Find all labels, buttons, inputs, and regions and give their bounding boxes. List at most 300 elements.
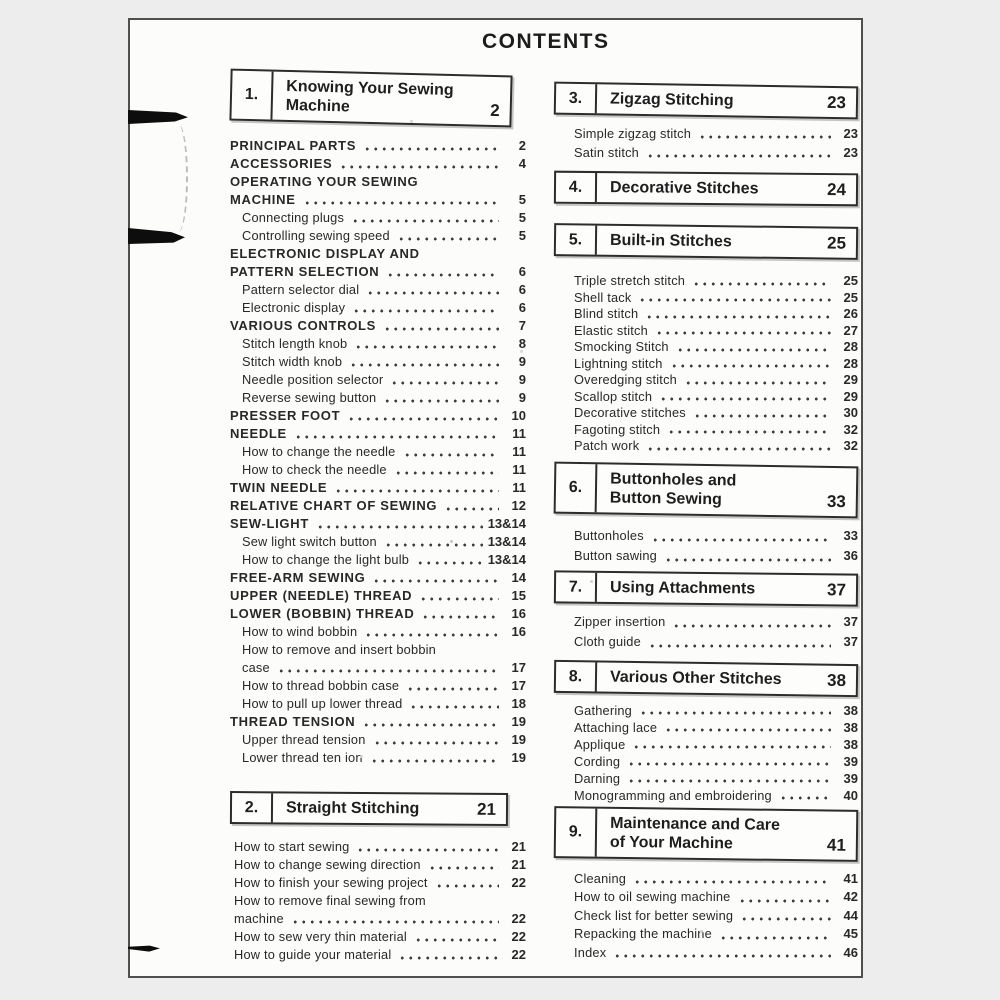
entry-page-number: 19 bbox=[511, 714, 526, 729]
toc-entry bbox=[562, 422, 858, 439]
dot-leader bbox=[364, 623, 499, 641]
entry-page-number: 16 bbox=[511, 624, 526, 639]
section-number: 3. bbox=[556, 84, 597, 114]
page-title: CONTENTS bbox=[482, 30, 610, 53]
entry-label: Simple zigzag stitch bbox=[574, 126, 692, 141]
entry-label: How to change sewing direction bbox=[234, 857, 421, 872]
dot-leader bbox=[646, 143, 831, 162]
entry-label: How to remove final sewing from bbox=[234, 893, 426, 908]
section-number: 8. bbox=[556, 661, 597, 691]
toc-entry bbox=[230, 838, 526, 856]
dot-leader bbox=[740, 907, 831, 926]
section-page-number: 24 bbox=[826, 180, 847, 200]
entry-label: Satin stitch bbox=[574, 145, 639, 160]
entry-page-number: 4 bbox=[518, 156, 526, 171]
entry-label: Blind stitch bbox=[574, 306, 639, 321]
dot-leader bbox=[645, 306, 831, 323]
entry-page-number: 5 bbox=[518, 192, 526, 207]
dot-leader bbox=[416, 551, 483, 569]
entry-page-number: 11 bbox=[512, 480, 526, 495]
toc-section-2 bbox=[230, 792, 526, 964]
binder-ring-shadow bbox=[172, 124, 188, 232]
toc-entry bbox=[230, 299, 526, 317]
toc-left-column bbox=[230, 72, 526, 964]
section-number: 2. bbox=[232, 793, 273, 822]
section-title-line: Button Sewing bbox=[609, 488, 722, 508]
toc-entry bbox=[562, 546, 858, 566]
toc-list bbox=[554, 526, 858, 566]
entry-page-number: 23 bbox=[843, 126, 858, 141]
toc-entry bbox=[230, 281, 526, 299]
section-title-line: Decorative Stitches bbox=[609, 179, 759, 198]
entry-page-number: 29 bbox=[843, 372, 858, 387]
dot-leader bbox=[648, 632, 831, 652]
dot-leader bbox=[428, 856, 499, 874]
entry-label: Triple stretch stitch bbox=[574, 273, 686, 288]
entry-page-number: 38 bbox=[843, 719, 858, 735]
dot-leader bbox=[779, 787, 831, 804]
entry-label: Attaching lace bbox=[574, 719, 658, 735]
toc-entry bbox=[562, 888, 858, 907]
entry-page-number: 30 bbox=[843, 405, 858, 420]
toc-entry bbox=[562, 438, 858, 455]
section-title-line: Knowing Your Sewing bbox=[286, 77, 454, 100]
section-heading-box bbox=[230, 791, 508, 826]
toc-entry bbox=[562, 870, 858, 889]
toc-entry bbox=[230, 443, 526, 461]
toc-section-8 bbox=[554, 662, 858, 804]
entry-label: Darning bbox=[574, 770, 621, 786]
entry-label: How to sew very thin material bbox=[234, 929, 407, 944]
entry-label: Repacking the machine bbox=[574, 926, 712, 941]
dot-leader bbox=[409, 695, 499, 713]
entry-page-number: 2 bbox=[518, 138, 526, 153]
entry-label: Controlling sewing speed bbox=[242, 228, 390, 243]
section-number: 7. bbox=[556, 572, 597, 601]
dot-leader bbox=[366, 281, 499, 299]
toc-entry bbox=[230, 515, 526, 533]
toc-right-column bbox=[554, 84, 858, 962]
entry-label: Shell tack bbox=[574, 289, 632, 305]
entry-label: ACCESSORIES bbox=[230, 156, 333, 171]
entry-label: PRINCIPAL PARTS bbox=[230, 138, 357, 153]
section-title-line: Built-in Stitches bbox=[609, 231, 732, 251]
toc-entry bbox=[230, 371, 526, 389]
entry-page-number: 22 bbox=[511, 929, 526, 944]
toc-entry bbox=[230, 335, 526, 353]
section-page-number: 25 bbox=[826, 233, 847, 253]
toc-section-5 bbox=[554, 225, 858, 455]
dot-leader bbox=[356, 838, 499, 856]
dot-leader bbox=[383, 389, 499, 407]
section-title-line: Machine bbox=[285, 96, 350, 116]
dot-leader bbox=[373, 731, 499, 749]
manual-contents-page bbox=[128, 18, 863, 978]
toc-entry bbox=[562, 389, 858, 406]
entry-label: Cleaning bbox=[574, 870, 627, 886]
toc-entry bbox=[230, 551, 526, 569]
entry-label: Stitch width knob bbox=[242, 354, 343, 369]
dot-leader bbox=[651, 526, 831, 546]
section-title bbox=[597, 226, 738, 257]
dot-leader bbox=[362, 713, 499, 731]
dot-leader bbox=[627, 753, 831, 770]
toc-entry bbox=[562, 787, 858, 804]
toc-entry bbox=[230, 677, 526, 695]
entry-page-number: 11 bbox=[512, 462, 526, 477]
entry-page-number: 38 bbox=[843, 736, 858, 752]
entry-page-number: 5 bbox=[518, 210, 526, 225]
dot-leader bbox=[394, 461, 499, 479]
toc-entry bbox=[562, 306, 858, 323]
toc-entry bbox=[230, 533, 526, 551]
section-title bbox=[272, 72, 460, 125]
section-title-line: Buttonholes and bbox=[610, 469, 737, 489]
section-heading-box bbox=[554, 806, 859, 862]
entry-label: Elastic stitch bbox=[574, 322, 648, 338]
entry-label: Index bbox=[574, 944, 607, 960]
toc-entry bbox=[230, 227, 526, 245]
entry-page-number: 13&14 bbox=[487, 534, 526, 549]
toc-entry bbox=[230, 209, 526, 227]
section-title-line: Maintenance and Care bbox=[610, 814, 781, 834]
entry-page-number: 16 bbox=[511, 606, 526, 621]
entry-label: MACHINE bbox=[230, 192, 296, 207]
entry-page-number: 9 bbox=[518, 372, 526, 387]
toc-entry bbox=[562, 632, 858, 652]
entry-page-number: 22 bbox=[511, 911, 526, 926]
entry-label: machine bbox=[234, 911, 284, 926]
section-heading-box bbox=[554, 223, 858, 260]
toc-section-7 bbox=[554, 572, 858, 652]
section-title bbox=[597, 84, 740, 115]
entry-label: How to change the needle bbox=[242, 444, 396, 459]
section-heading-box bbox=[554, 659, 858, 696]
toc-entry bbox=[562, 612, 858, 632]
entry-label: Sew light switch button bbox=[242, 534, 377, 549]
section-page-number: 38 bbox=[826, 670, 847, 690]
section-title-line: Straight Stitching bbox=[285, 799, 420, 818]
entry-label: Zipper insertion bbox=[574, 613, 666, 629]
entry-page-number: 40 bbox=[843, 787, 858, 803]
toc-section-9 bbox=[554, 808, 858, 963]
entry-label: ELECTRONIC DISPLAY AND bbox=[230, 246, 420, 261]
entry-page-number: 8 bbox=[518, 336, 526, 351]
dot-leader bbox=[403, 443, 500, 461]
section-page-number: 2 bbox=[490, 100, 500, 121]
entry-label: Connecting plugs bbox=[242, 210, 345, 225]
dot-leader bbox=[738, 888, 831, 907]
dot-leader bbox=[363, 137, 499, 155]
entry-label: Upper thread tension bbox=[242, 732, 366, 747]
binder-mark-bottom bbox=[128, 944, 160, 952]
dot-leader bbox=[351, 209, 499, 227]
toc-entry bbox=[562, 372, 858, 389]
entry-label: How to oil sewing machine bbox=[574, 889, 731, 904]
toc-entry bbox=[230, 749, 526, 767]
dot-leader bbox=[684, 372, 831, 389]
entry-page-number: 19 bbox=[511, 732, 526, 747]
toc-entry bbox=[562, 719, 858, 736]
dot-leader bbox=[698, 124, 831, 143]
dot-leader bbox=[632, 736, 831, 753]
section-heading-box bbox=[229, 69, 512, 128]
entry-label: How to finish your sewing project bbox=[234, 875, 428, 890]
entry-label: Needle position selector bbox=[242, 372, 384, 387]
dot-leader bbox=[444, 497, 499, 515]
toc-entry bbox=[230, 479, 526, 497]
toc-entry bbox=[562, 526, 858, 546]
entry-page-number: 9 bbox=[518, 354, 526, 369]
dot-leader bbox=[339, 155, 499, 173]
section-title bbox=[597, 662, 788, 694]
toc-list bbox=[554, 124, 858, 162]
dot-leader bbox=[419, 587, 499, 605]
entry-label: Lower thread ten ion bbox=[242, 750, 363, 765]
entry-label: FREE-ARM SEWING bbox=[230, 570, 366, 585]
section-number: 4. bbox=[556, 173, 597, 202]
toc-entry bbox=[230, 497, 526, 515]
section-title bbox=[597, 572, 761, 603]
toc-entry bbox=[562, 702, 858, 719]
entry-page-number: 13&14 bbox=[487, 552, 526, 567]
toc-list bbox=[554, 702, 858, 804]
entry-label: Overedging stitch bbox=[574, 372, 677, 387]
toc-entry-wrap-line bbox=[230, 892, 526, 910]
entry-page-number: 9 bbox=[518, 390, 526, 405]
toc-entry bbox=[230, 317, 526, 335]
entry-page-number: 18 bbox=[511, 696, 526, 711]
dot-leader bbox=[334, 479, 499, 497]
section-number: 6. bbox=[556, 463, 598, 512]
section-heading-box bbox=[554, 82, 858, 120]
entry-label: OPERATING YOUR SEWING bbox=[230, 174, 419, 189]
entry-page-number: 32 bbox=[843, 421, 858, 437]
dot-leader bbox=[655, 323, 831, 340]
entry-page-number: 36 bbox=[843, 547, 858, 563]
toc-entry bbox=[230, 407, 526, 425]
dot-leader bbox=[692, 273, 831, 290]
entry-label: Electronic display bbox=[242, 300, 346, 315]
toc-entry bbox=[562, 143, 858, 162]
toc-entry-wrap-line bbox=[230, 641, 526, 659]
toc-entry bbox=[230, 623, 526, 641]
entry-label: Scallop stitch bbox=[574, 388, 653, 404]
entry-label: Pattern selector dial bbox=[242, 282, 360, 297]
dot-leader bbox=[397, 227, 499, 245]
dot-leader bbox=[667, 422, 831, 439]
entry-page-number: 28 bbox=[843, 355, 858, 371]
toc-entry bbox=[562, 770, 858, 787]
toc-entry bbox=[562, 907, 858, 926]
entry-page-number: 6 bbox=[518, 282, 526, 297]
entry-label: How to wind bobbin bbox=[242, 624, 358, 639]
dot-leader bbox=[386, 263, 499, 281]
dot-leader bbox=[676, 339, 831, 356]
section-page-number: 21 bbox=[477, 799, 497, 819]
entry-label: Fagoting stitch bbox=[574, 421, 661, 437]
dot-leader bbox=[384, 533, 483, 551]
section-title-line: Using Attachments bbox=[609, 578, 756, 598]
toc-entry bbox=[230, 155, 526, 173]
toc-entry bbox=[230, 137, 526, 155]
section-page-number: 23 bbox=[826, 92, 847, 113]
toc-section-6 bbox=[554, 464, 858, 566]
entry-label: How to check the needle bbox=[242, 462, 387, 477]
entry-page-number: 23 bbox=[843, 145, 858, 160]
dot-leader bbox=[277, 659, 499, 677]
entry-label: LOWER (BOBBIN) THREAD bbox=[230, 606, 415, 621]
entry-page-number: 27 bbox=[843, 322, 858, 338]
entry-page-number: 33 bbox=[843, 527, 858, 543]
entry-label: Smocking Stitch bbox=[574, 339, 669, 354]
entry-label: How to guide your material bbox=[234, 947, 392, 962]
entry-page-number: 39 bbox=[843, 753, 858, 769]
toc-entry bbox=[562, 290, 858, 307]
entry-label: RELATIVE CHART OF SEWING bbox=[230, 498, 438, 513]
entry-page-number: 13&14 bbox=[487, 516, 526, 531]
toc-section-1 bbox=[230, 72, 526, 767]
entry-page-number: 14 bbox=[511, 570, 526, 585]
entry-page-number: 11 bbox=[512, 444, 526, 459]
binder-mark-top bbox=[128, 110, 188, 124]
toc-entry-wrap-line bbox=[230, 245, 526, 263]
toc-entry bbox=[562, 736, 858, 753]
section-title-line: of Your Machine bbox=[609, 833, 733, 852]
entry-label: VARIOUS CONTROLS bbox=[230, 318, 377, 333]
toc-entry bbox=[562, 339, 858, 356]
toc-entry bbox=[230, 587, 526, 605]
toc-list bbox=[554, 870, 858, 963]
entry-page-number: 7 bbox=[518, 318, 526, 333]
entry-label: Gathering bbox=[574, 702, 632, 718]
entry-page-number: 21 bbox=[511, 839, 526, 854]
toc-section-3 bbox=[554, 84, 858, 162]
toc-entry bbox=[562, 753, 858, 770]
entry-label: Stitch length knob bbox=[242, 336, 348, 351]
toc-entry bbox=[562, 273, 858, 290]
entry-label: Button sawing bbox=[574, 547, 657, 563]
dot-leader bbox=[316, 515, 483, 533]
dot-leader bbox=[693, 405, 831, 422]
dot-leader bbox=[294, 425, 499, 443]
entry-page-number: 39 bbox=[843, 770, 858, 786]
toc-entry bbox=[230, 874, 526, 892]
entry-label: Decorative stitches bbox=[574, 405, 686, 420]
section-title-line: Various Other Stitches bbox=[609, 668, 782, 688]
toc-entry bbox=[230, 731, 526, 749]
dot-leader bbox=[370, 749, 499, 767]
entry-label: How to remove and insert bobbin bbox=[242, 642, 436, 657]
entry-page-number: 25 bbox=[843, 273, 858, 288]
entry-page-number: 22 bbox=[511, 947, 526, 962]
entry-page-number: 6 bbox=[518, 264, 526, 279]
dot-leader bbox=[390, 371, 499, 389]
toc-list bbox=[230, 838, 526, 964]
section-number: 9. bbox=[556, 808, 598, 856]
section-page-number: 37 bbox=[826, 579, 847, 599]
dot-leader bbox=[670, 356, 831, 373]
entry-page-number: 25 bbox=[843, 289, 858, 305]
section-heading-box bbox=[554, 171, 858, 207]
entry-page-number: 6 bbox=[518, 300, 526, 315]
entry-page-number: 10 bbox=[511, 408, 526, 423]
entry-label: TWIN NEEDLE bbox=[230, 480, 328, 495]
toc-list bbox=[554, 612, 858, 652]
entry-page-number: 42 bbox=[843, 889, 858, 904]
entry-label: PATTERN SELECTION bbox=[230, 264, 380, 279]
dot-leader bbox=[406, 677, 499, 695]
entry-label: Reverse sewing button bbox=[242, 390, 377, 405]
dot-leader bbox=[414, 928, 499, 946]
dot-leader bbox=[633, 870, 831, 889]
dot-leader bbox=[303, 191, 499, 209]
section-page-number: 41 bbox=[826, 834, 846, 855]
section-number: 1. bbox=[231, 71, 273, 120]
toc-entry bbox=[230, 695, 526, 713]
entry-label: SEW-LIGHT bbox=[230, 516, 309, 531]
section-title bbox=[273, 793, 426, 823]
section-heading-box bbox=[554, 461, 859, 518]
toc-entry bbox=[230, 389, 526, 407]
dot-leader bbox=[627, 770, 831, 787]
dot-leader bbox=[347, 407, 499, 425]
dot-leader bbox=[291, 910, 499, 928]
entry-page-number: 29 bbox=[843, 388, 858, 404]
dot-leader bbox=[664, 546, 831, 566]
section-heading-box bbox=[554, 570, 858, 606]
dot-leader bbox=[613, 944, 831, 963]
toc-section-4 bbox=[554, 172, 858, 205]
dot-leader bbox=[398, 946, 499, 964]
entry-label: How to change the light bulb bbox=[242, 552, 410, 567]
section-number: 5. bbox=[556, 225, 597, 254]
entry-page-number: 45 bbox=[843, 926, 858, 941]
dot-leader bbox=[719, 925, 831, 944]
section-title bbox=[597, 464, 743, 514]
entry-label: How to thread bobbin case bbox=[242, 678, 400, 693]
entry-page-number: 38 bbox=[843, 702, 858, 718]
dot-leader bbox=[421, 605, 499, 623]
toc-list bbox=[230, 137, 526, 767]
entry-page-number: 44 bbox=[843, 907, 858, 923]
entry-page-number: 37 bbox=[843, 633, 858, 649]
entry-label: NEEDLE bbox=[230, 426, 287, 441]
dot-leader bbox=[349, 353, 499, 371]
section-page-number: 33 bbox=[826, 491, 846, 511]
dot-leader bbox=[638, 290, 831, 307]
dot-leader bbox=[383, 317, 499, 335]
entry-page-number: 32 bbox=[843, 438, 858, 453]
entry-label: THREAD TENSION bbox=[230, 714, 356, 729]
entry-label: Check list for better sewing bbox=[574, 907, 734, 923]
dot-leader bbox=[672, 612, 831, 632]
toc-entry bbox=[230, 856, 526, 874]
toc-entry bbox=[230, 569, 526, 587]
toc-entry bbox=[230, 946, 526, 964]
toc-entry bbox=[230, 461, 526, 479]
dot-leader bbox=[352, 299, 499, 317]
dot-leader bbox=[646, 438, 831, 455]
entry-label: Patch work bbox=[574, 438, 640, 453]
toc-entry bbox=[230, 263, 526, 281]
dot-leader bbox=[354, 335, 499, 353]
dot-leader bbox=[435, 874, 499, 892]
entry-page-number: 12 bbox=[511, 498, 526, 513]
entry-page-number: 21 bbox=[511, 857, 526, 872]
entry-label: Cording bbox=[574, 753, 621, 769]
toc-entry bbox=[562, 944, 858, 963]
